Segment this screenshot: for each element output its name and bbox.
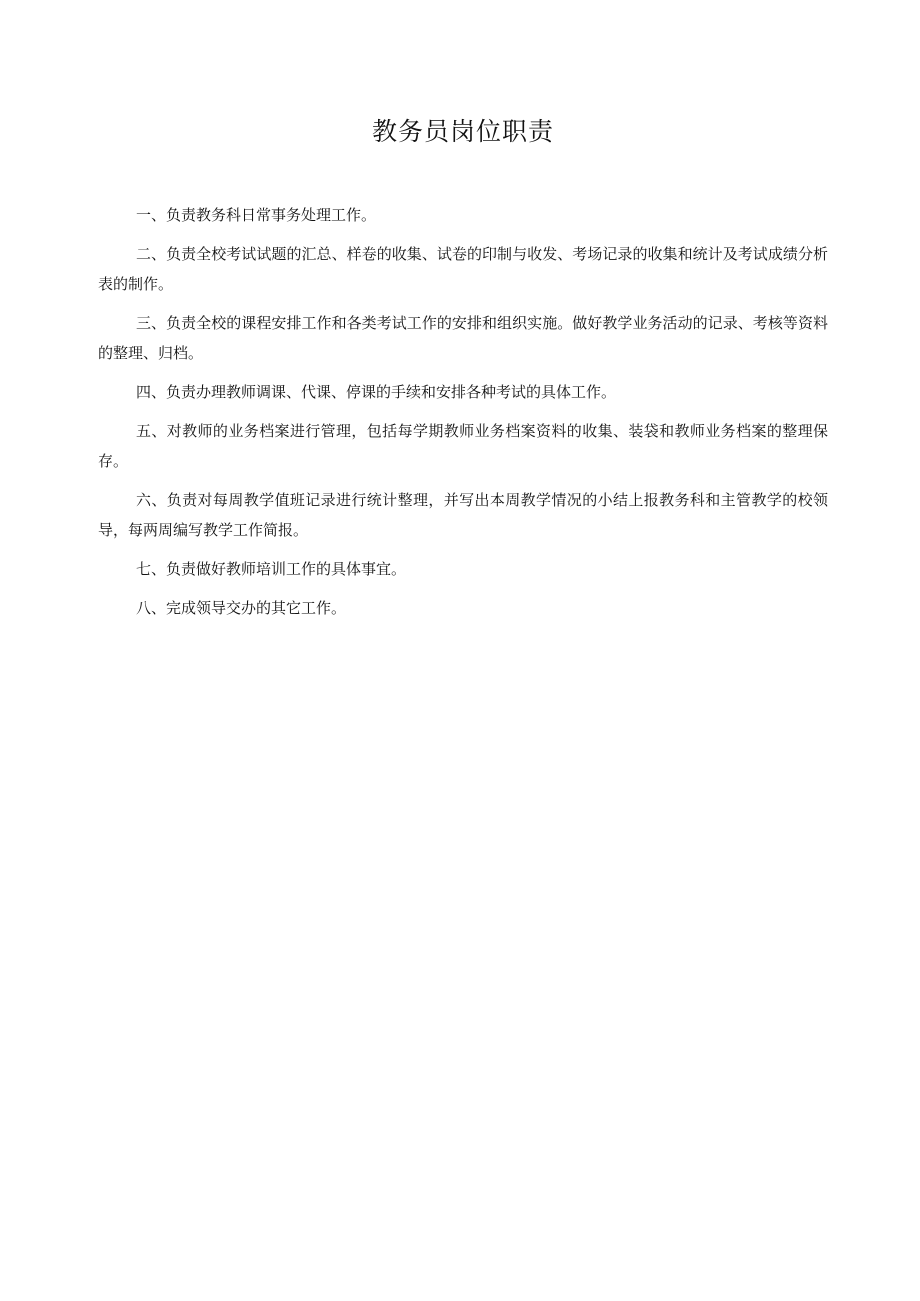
duty-item-2: 二、负责全校考试试题的汇总、样卷的收集、试卷的印制与收发、考场记录的收集和统计及考试成绩分析表的制作。 <box>98 245 828 293</box>
duty-item-6: 六、负责对每周教学值班记录进行统计整理，并写出本周教学情况的小结上报教务科和主管教学的校领导，每两周编写教学工作简报。 <box>98 491 828 539</box>
duty-item-7: 七、负责做好教师培训工作的具体事宜。 <box>136 560 407 578</box>
duty-item-4: 四、负责办理教师调课、代课、停课的手续和安排各种考试的具体工作。 <box>136 383 617 401</box>
duty-item-8: 八、完成领导交办的其它工作。 <box>136 599 347 617</box>
duty-list <box>98 200 828 623</box>
duty-item-1: 一、负责教务科日常事务处理工作。 <box>136 206 377 224</box>
duty-item-3: 三、负责全校的课程安排工作和各类考试工作的安排和组织实施。做好教学业务活动的记录、考核等资料的整理、归档。 <box>98 314 828 362</box>
document-title: 教务员岗位职责 <box>371 117 554 146</box>
duty-item-5: 五、对教师的业务档案进行管理，包括每学期教师业务档案资料的收集、装袋和教师业务档案的整理保存。 <box>98 422 828 470</box>
